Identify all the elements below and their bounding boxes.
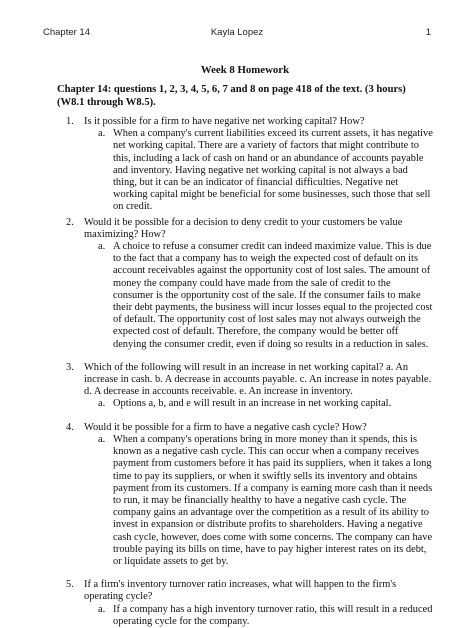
answer-item: [95, 398, 433, 410]
question-number: 1.: [66, 116, 74, 128]
question-item: [57, 579, 433, 628]
answer-text: When a company's operations bring in more money than it spends, this is known as a negative cash cycle. This can occur when a company receives payment from customers before it has paid its suppliers, when it takes a long time to pay its suppliers, or when it swiftly sells its inventory and obtains payment from its customers. If a company is earning more cash than it needs to run, it may be financially healthy to have a negative cash cycle. The company gains an advantage over the competition as a result of its ability to invest in expansion or distribute profits to shareholders. Having a negative cash cycle, however, does come with some concerns. The company can have trouble paying its bills on time, have to pay higher interest rates on its debt, or liquidate assets to get by.: [113, 433, 433, 567]
answer-item: [95, 434, 433, 568]
question-item: [57, 217, 433, 351]
chapter-heading: Chapter 14: questions 1, 2, 3, 4, 5, 6, 7 and 8 on page 418 of the text. (3 hours) (W8.1 through W8.5).: [57, 84, 406, 108]
header-author: Kayla Lopez: [210, 27, 264, 38]
answer-item: [95, 604, 433, 628]
question-text: Would it be possible for a decision to deny credit to your customers be value maximizing? How?: [84, 216, 403, 240]
document-title: Week 8 Homework: [200, 64, 290, 76]
question-number: 4.: [66, 421, 74, 433]
answer-text: When a company's current liabilities exceed its current assets, it has negative net working capital. There are a variety of factors that might contribute to this, including a lack of cash on hand or an abundance of accounts payable and inventory. Having negative net working capital is not always a bad thing, but it can be an indicator of financial difficulties. Negative net working capital might be beneficial for some businesses, such those that sell on credit.: [113, 128, 433, 213]
question-number: 2.: [66, 216, 74, 228]
answer-text: Options a, b, and e will result in an increase in net working capital.: [113, 398, 392, 410]
header-page-number: 1: [425, 27, 431, 38]
document-body: [57, 64, 433, 628]
question-item: [57, 422, 433, 568]
header-chapter: Chapter 14: [43, 27, 91, 38]
question-number: 5.: [66, 579, 74, 591]
answer-item: [95, 128, 433, 213]
answer-text: If a company has a high inventory turnover ratio, this will result in a reduced operating cycle for the company.: [113, 603, 433, 627]
answer-marker: a.: [98, 398, 106, 410]
question-list: [57, 116, 433, 628]
answer-marker: a.: [98, 433, 106, 445]
question-text: Is it possible for a firm to have negative net working capital? How?: [84, 116, 365, 128]
question-number: 3.: [66, 361, 74, 373]
answer-marker: a.: [98, 603, 106, 615]
question-item: [57, 116, 433, 214]
answer-item: [95, 241, 433, 351]
answer-text: A choice to refuse a consumer credit can indeed maximize value. This is due to the fact that a company has to weigh the expected cost of default on its account receivables against the opportunity cost of lost sales. The amount of money the company could have made from the sale of credit to the consumer is the opportunity cost of the sale. If the consumer fails to make their debt payments, the business will incur losses equal to the projected cost of default. The opportunity cost of lost sales may not always outweigh the expected cost of default. Therefore, the company would be better off denying the consumer credit, even if doing so results in a reduction in sales.: [113, 241, 433, 350]
answer-marker: a.: [98, 241, 106, 253]
question-text: Would it be possible for a firm to have a negative cash cycle? How?: [84, 421, 367, 433]
question-item: [57, 362, 433, 411]
question-text: Which of the following will result in an increase in net working capital? a. An increase in cash. b. A decrease in accounts payable. c. An increase in notes payable. d. A decrease in accounts receivable. e. An increase in inventory.: [84, 361, 432, 398]
question-text: If a firm's inventory turnover ratio increases, what will happen to the firm's operating cycle?: [84, 579, 397, 603]
answer-marker: a.: [98, 128, 106, 140]
